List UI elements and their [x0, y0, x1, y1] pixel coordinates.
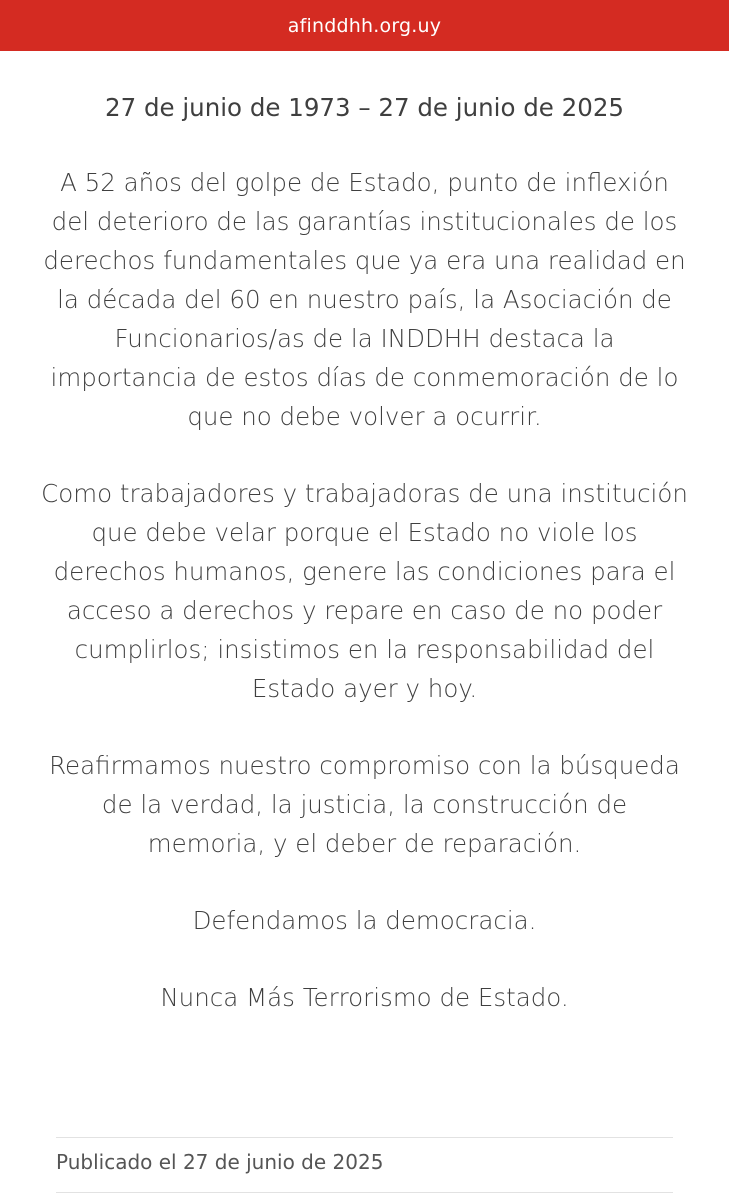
site-header-bar	[0, 0, 729, 51]
footer-divider-top	[56, 1137, 673, 1138]
paragraph-commitment: Reafirmamos nuestro compromiso con la búsqueda de la verdad, la justicia, la construcción de memoria, y el deber de reparación.	[49, 751, 680, 858]
paragraph-intro: A 52 años del golpe de Estado, punto de inflexión del deterioro de las garantías institucionales de los derechos fundamentales que ya era una realidad en la década del 60 en nuestro país, la Asociación de Funcionarios/as de la INDDHH destaca la importancia de estos días de conmemoración de lo que no debe volver a ocurrir.	[43, 168, 686, 431]
date-heading: 27 de junio de 1973 – 27 de junio de 2025	[105, 93, 624, 122]
paragraph-nunca-mas: Nunca Más Terrorismo de Estado.	[160, 983, 569, 1012]
published-date: Publicado el 27 de junio de 2025	[56, 1150, 384, 1174]
paragraph-democracy: Defendamos la democracia.	[192, 906, 537, 935]
footer-divider-bottom	[56, 1192, 673, 1193]
site-url-link[interactable]: afinddhh.org.uy	[287, 14, 442, 37]
article-body	[40, 88, 689, 1017]
paragraph-workers: Como trabajadores y trabajadoras de una institución que debe velar porque el Estado no viole los derechos humanos, genere las condiciones para el acceso a derechos y repare en caso de no poder cumplirlos; insistimos en la responsabilidad del Estado ayer y hoy.	[41, 479, 688, 703]
